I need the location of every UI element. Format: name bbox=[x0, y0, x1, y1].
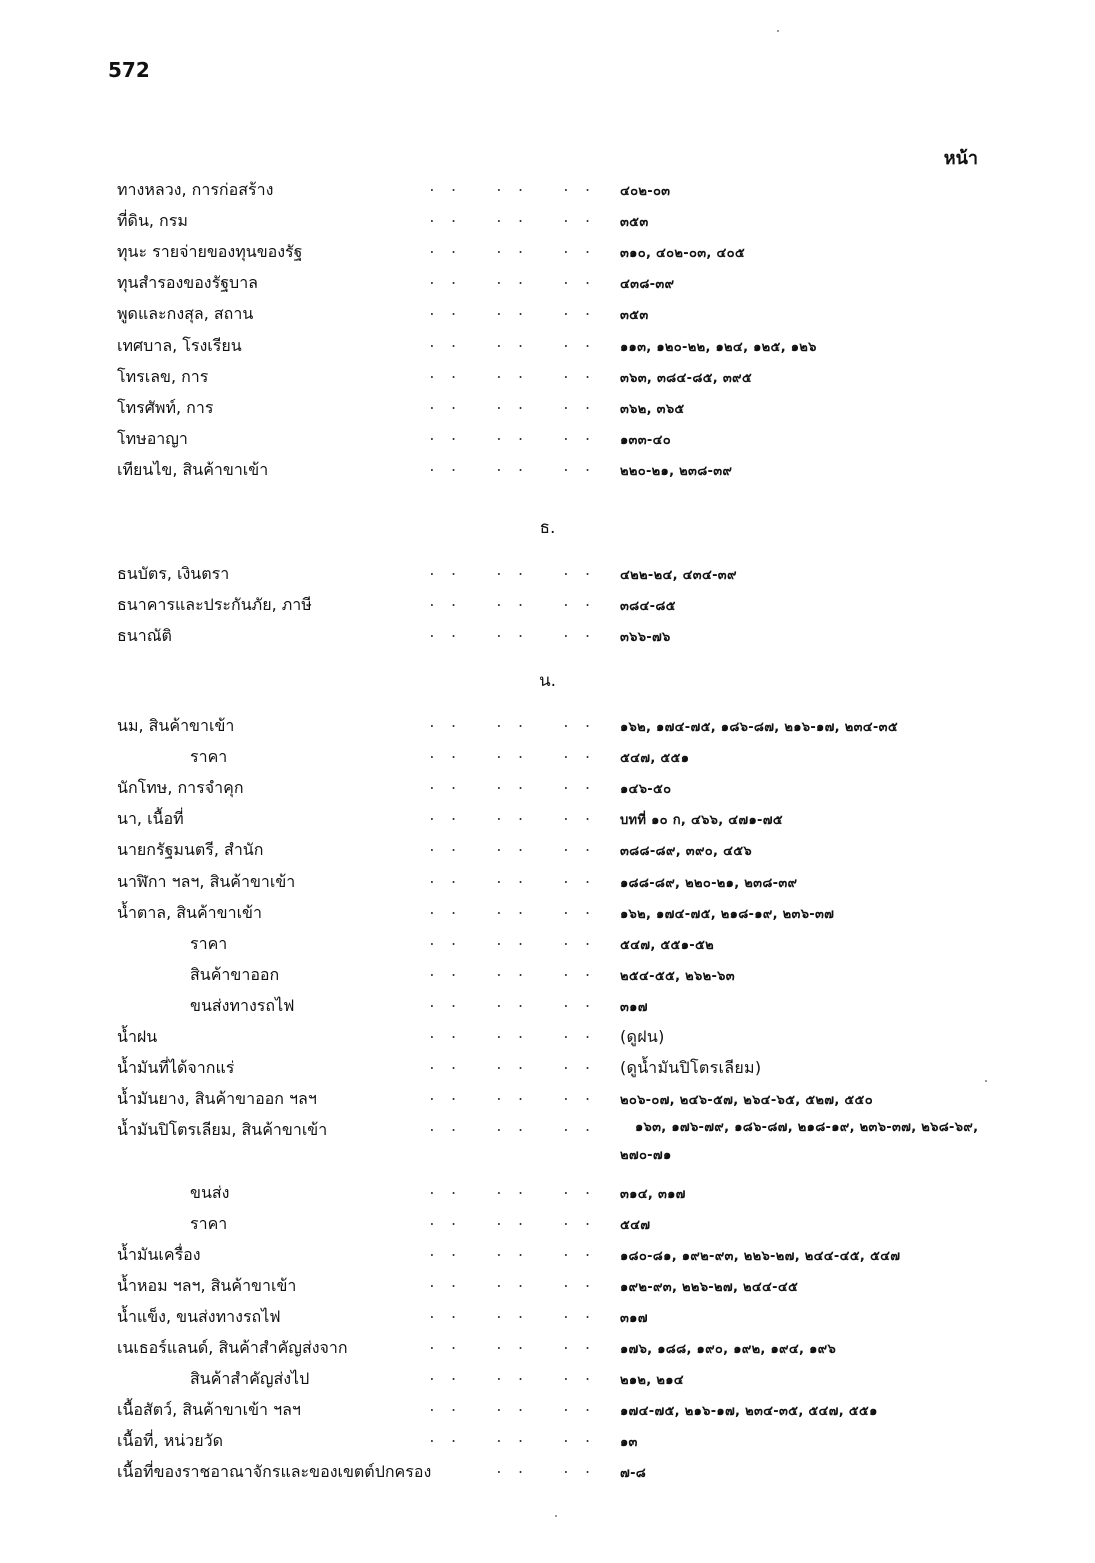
index-entry bbox=[0, 1460, 1095, 1490]
index-term: เนื้อที่ของราชอาณาจักรและของเขตต์ปกครอง bbox=[117, 1462, 432, 1482]
index-entry bbox=[0, 427, 1095, 457]
page-references: ๓๖๖-๗๖ bbox=[620, 630, 671, 646]
page-references: ๕๔๗, ๕๕๑ bbox=[620, 751, 690, 767]
index-entry bbox=[0, 593, 1095, 623]
index-term: น้ำมันเครื่อง bbox=[117, 1244, 201, 1264]
dot-leader: . . bbox=[562, 964, 595, 980]
dot-leader: . . bbox=[495, 273, 528, 289]
page-references: ๔๐๒-๐๓ bbox=[620, 184, 671, 199]
index-term: นม, สินค้าขาเข้า bbox=[117, 716, 235, 735]
page-references: ๑๖๒, ๑๗๔-๗๕, ๑๘๖-๘๗, ๒๑๖-๑๗, ๒๓๔-๓๕ bbox=[620, 720, 898, 735]
index-term: ทางหลวง, การก่อสร้าง bbox=[117, 180, 274, 199]
dot-leader: . . bbox=[562, 1182, 595, 1198]
dot-leader: . . bbox=[495, 1058, 528, 1074]
index-term: ธนบัตร, เงินตรา bbox=[117, 564, 230, 583]
index-term: ทุนะ รายจ่ายของทุนของรัฐ bbox=[117, 242, 303, 262]
dot-leader: . . bbox=[428, 995, 461, 1011]
dot-leader: . . bbox=[428, 1213, 461, 1229]
dot-leader: . . bbox=[495, 933, 528, 949]
dot-leader: . . bbox=[428, 180, 461, 195]
dot-leader: . . bbox=[495, 1120, 528, 1136]
dot-leader: . . bbox=[562, 716, 595, 731]
dot-leader: . . bbox=[495, 211, 528, 227]
index-entry bbox=[0, 1367, 1095, 1397]
page-references: ๓๖๓, ๓๘๔-๘๕, ๓๙๕ bbox=[620, 370, 753, 386]
page-references: (ดูฝน) bbox=[620, 1027, 665, 1046]
dot-leader: . . bbox=[495, 995, 528, 1011]
dot-leader: . . bbox=[428, 747, 461, 763]
dot-leader: . . bbox=[562, 747, 595, 763]
dot-leader: . . bbox=[428, 626, 461, 642]
dot-leader: . . bbox=[562, 1089, 595, 1105]
index-entry bbox=[0, 1118, 1095, 1164]
dot-leader: . . bbox=[495, 335, 528, 351]
index-term: นา, เนื้อที่ bbox=[117, 809, 184, 829]
dot-leader: . . bbox=[562, 242, 595, 258]
dot-leader: . . bbox=[562, 1369, 595, 1385]
dot-leader: . . bbox=[495, 778, 528, 794]
dot-leader: . . bbox=[495, 871, 528, 887]
dot-leader: . . bbox=[495, 1244, 528, 1260]
dot-leader: . . bbox=[562, 273, 595, 289]
page-references: ๓๑๔, ๓๑๗ bbox=[620, 1186, 686, 1202]
page-references: ๑๗๔-๗๕, ๒๑๖-๑๗, ๒๓๔-๓๕, ๕๔๗, ๕๕๑ bbox=[620, 1404, 878, 1420]
index-term: น้ำมันปิโตรเลียม, สินค้าขาเข้า bbox=[117, 1120, 328, 1140]
page-references: บทที่ ๑๐ ก, ๔๖๖, ๔๗๑-๗๕ bbox=[620, 813, 783, 829]
dot-leader: . . bbox=[495, 902, 528, 918]
page-references: ๑๘๘-๘๙, ๒๒๐-๒๑, ๒๓๘-๓๙ bbox=[620, 875, 798, 891]
index-term: โทรศัพท์, การ bbox=[117, 397, 214, 417]
index-entry bbox=[0, 302, 1095, 332]
page-references: ๔๒๒-๒๔, ๔๓๔-๓๙ bbox=[620, 568, 737, 583]
index-entry bbox=[0, 932, 1095, 962]
dot-leader: . . bbox=[562, 809, 595, 825]
dot-leader: . . bbox=[562, 902, 595, 918]
dot-leader: . . bbox=[495, 564, 528, 579]
index-subterm: สินค้าขาออก bbox=[190, 964, 280, 984]
dot-leader: . . bbox=[428, 840, 461, 856]
dot-leader: . . bbox=[428, 716, 461, 731]
index-entry bbox=[0, 365, 1095, 395]
dot-leader: . . bbox=[428, 778, 461, 794]
index-entry bbox=[0, 1025, 1095, 1055]
index-entry bbox=[0, 807, 1095, 837]
dot-leader: . . bbox=[428, 1400, 461, 1416]
index-entry bbox=[0, 396, 1095, 426]
dot-leader: . . bbox=[562, 840, 595, 856]
index-term: เนื้อที่, หน่วยวัด bbox=[117, 1431, 223, 1451]
dot-leader: . . bbox=[495, 809, 528, 825]
page-references: ๓๕๓ bbox=[620, 308, 649, 324]
page-references: ๑๖๓, ๑๗๖-๗๙, ๑๘๖-๘๗, ๒๑๘-๑๙, ๒๓๖-๓๗, ๒๖๘-๖๙, ๒๗๐-๗๑ bbox=[620, 1120, 979, 1164]
index-term: ที่ดิน, กรม bbox=[117, 211, 188, 231]
dot-leader: . . bbox=[495, 180, 528, 195]
index-entry bbox=[0, 994, 1095, 1024]
index-term: น้ำตาล, สินค้าขาเข้า bbox=[117, 902, 262, 922]
dot-leader: . . bbox=[428, 1369, 461, 1385]
index-term: โทษอาญา bbox=[117, 428, 188, 448]
page-references: ๓๘๘-๘๙, ๓๙๐, ๔๕๖ bbox=[620, 844, 752, 860]
index-term: เทศบาล, โรงเรียน bbox=[117, 335, 242, 355]
index-entry bbox=[0, 458, 1095, 488]
dot-leader: . . bbox=[562, 1275, 595, 1291]
dot-leader: . . bbox=[495, 397, 528, 413]
scan-speck bbox=[777, 30, 779, 32]
dot-leader: . . bbox=[428, 595, 461, 611]
dot-leader: . . bbox=[562, 304, 595, 320]
dot-leader: . . bbox=[495, 1182, 528, 1198]
dot-leader: . . bbox=[428, 1244, 461, 1260]
dot-leader: . . bbox=[562, 1213, 595, 1229]
index-entry bbox=[0, 838, 1095, 868]
dot-leader: . . bbox=[562, 778, 595, 794]
scan-speck bbox=[555, 1515, 557, 1517]
dot-leader: . . bbox=[495, 1462, 528, 1478]
page-references: ๒๑๒, ๒๑๔ bbox=[620, 1373, 684, 1389]
index-entry bbox=[0, 745, 1095, 775]
page-references: ๕๔๗, ๕๕๑-๕๒ bbox=[620, 937, 714, 953]
dot-leader: . . bbox=[562, 871, 595, 887]
index-entry bbox=[0, 1274, 1095, 1304]
page-references: ๑๘๐-๘๑, ๑๙๒-๙๓, ๒๒๖-๒๗, ๒๔๔-๔๕, ๕๔๗ bbox=[620, 1248, 901, 1264]
dot-leader: . . bbox=[428, 1120, 461, 1136]
dot-leader: . . bbox=[495, 459, 528, 475]
index-entry bbox=[0, 714, 1095, 744]
dot-leader: . . bbox=[562, 1338, 595, 1353]
page-references: ๒๕๔-๕๕, ๒๖๒-๖๓ bbox=[620, 968, 735, 984]
index-term: โทรเลข, การ bbox=[117, 366, 209, 386]
dot-leader: . . bbox=[495, 964, 528, 980]
dot-leader: . . bbox=[562, 1027, 595, 1042]
section-heading: ธ. bbox=[539, 518, 556, 538]
dot-leader: . . bbox=[495, 840, 528, 856]
index-entry bbox=[0, 870, 1095, 900]
index-term: ทุนสำรองของรัฐบาล bbox=[117, 273, 258, 293]
dot-leader: . . bbox=[428, 459, 461, 475]
index-entry bbox=[0, 901, 1095, 931]
dot-leader: . . bbox=[428, 809, 461, 825]
index-term: น้ำแข็ง, ขนส่งทางรถไฟ bbox=[117, 1306, 281, 1326]
dot-leader: . . bbox=[495, 595, 528, 611]
index-subterm: สินค้าสำคัญส่งไป bbox=[190, 1369, 310, 1389]
dot-leader: . . bbox=[428, 211, 461, 227]
page-references: ๑๑๓, ๑๒๐-๒๒, ๑๒๔, ๑๒๕, ๑๒๖ bbox=[620, 339, 817, 355]
index-entry bbox=[0, 1429, 1095, 1459]
index-entry bbox=[0, 1398, 1095, 1428]
index-term: เนเธอร์แลนด์, สินค้าสำคัญส่งจาก bbox=[117, 1338, 348, 1357]
page-column-header: หน้า bbox=[943, 148, 978, 169]
dot-leader: . . bbox=[428, 304, 461, 320]
dot-leader: . . bbox=[562, 211, 595, 227]
index-subterm: ราคา bbox=[190, 933, 228, 953]
dot-leader: . . bbox=[428, 564, 461, 579]
index-term: ธนาณัติ bbox=[117, 626, 172, 646]
page-references: ๓๘๔-๘๕ bbox=[620, 599, 676, 615]
dot-leader: . . bbox=[562, 1058, 595, 1074]
index-entry bbox=[0, 776, 1095, 806]
page-references: ๒๒๐-๒๑, ๒๓๘-๓๙ bbox=[620, 463, 733, 479]
index-term: เทียนไข, สินค้าขาเข้า bbox=[117, 459, 269, 479]
dot-leader: . . bbox=[428, 1275, 461, 1291]
index-term: เนื้อสัตว์, สินค้าขาเข้า ฯลฯ bbox=[117, 1400, 301, 1420]
index-term: ธนาคารและประกันภัย, ภาษี bbox=[117, 595, 312, 615]
index-entry bbox=[0, 1243, 1095, 1273]
index-term: น้ำมันยาง, สินค้าขาออก ฯลฯ bbox=[117, 1089, 317, 1109]
dot-leader: . . bbox=[562, 366, 595, 382]
dot-leader: . . bbox=[495, 747, 528, 763]
dot-leader: . . bbox=[495, 626, 528, 642]
dot-leader: . . bbox=[428, 428, 461, 444]
index-entry bbox=[0, 178, 1095, 208]
dot-leader: . . bbox=[495, 1027, 528, 1042]
index-subterm: ขนส่ง bbox=[190, 1182, 230, 1202]
page-references: ๓๑๐, ๔๐๒-๐๓, ๔๐๕ bbox=[620, 246, 745, 262]
dot-leader: . . bbox=[562, 595, 595, 611]
dot-leader: . . bbox=[562, 1120, 595, 1136]
scan-speck bbox=[985, 1080, 987, 1082]
dot-leader: . . bbox=[495, 242, 528, 258]
dot-leader: . . bbox=[495, 1306, 528, 1322]
dot-leader: . . bbox=[428, 1182, 461, 1198]
index-term: น้ำหอม ฯลฯ, สินค้าขาเข้า bbox=[117, 1275, 297, 1295]
dot-leader: . . bbox=[495, 1275, 528, 1291]
index-entry bbox=[0, 1336, 1095, 1366]
dot-leader: . . bbox=[562, 1431, 595, 1447]
page-references: ๑๓๓-๔๐ bbox=[620, 432, 671, 448]
index-entry bbox=[0, 209, 1095, 239]
page-references: ๓๖๒, ๓๖๕ bbox=[620, 401, 685, 417]
dot-leader: . . bbox=[562, 1244, 595, 1260]
dot-leader: . . bbox=[428, 933, 461, 949]
dot-leader: . . bbox=[495, 304, 528, 320]
page-references: ๑๔๖-๕๐ bbox=[620, 782, 672, 798]
page-references: ๓๑๗ bbox=[620, 1310, 648, 1326]
index-entry bbox=[0, 1087, 1095, 1117]
section-heading: น. bbox=[538, 671, 557, 691]
index-entry bbox=[0, 624, 1095, 654]
index-term: น้ำฝน bbox=[117, 1027, 158, 1046]
dot-leader: . . bbox=[428, 871, 461, 887]
dot-leader: . . bbox=[562, 1400, 595, 1416]
dot-leader: . . bbox=[495, 1369, 528, 1385]
dot-leader: . . bbox=[562, 397, 595, 413]
dot-leader: . . bbox=[428, 902, 461, 918]
index-term: นาฬิกา ฯลฯ, สินค้าขาเข้า bbox=[117, 871, 296, 891]
dot-leader: . . bbox=[495, 366, 528, 382]
dot-leader: . . bbox=[562, 933, 595, 949]
index-entry bbox=[0, 963, 1095, 993]
dot-leader: . . bbox=[562, 180, 595, 195]
index-entry bbox=[0, 1212, 1095, 1242]
dot-leader: . . bbox=[428, 397, 461, 413]
page-references: ๑๓ bbox=[620, 1435, 638, 1451]
dot-leader: . . bbox=[428, 1089, 461, 1105]
dot-leader: . . bbox=[428, 1306, 461, 1322]
dot-leader: . . bbox=[495, 1089, 528, 1105]
index-term: น้ำมันที่ได้จากแร่ bbox=[117, 1058, 235, 1078]
index-subterm: ขนส่งทางรถไฟ bbox=[190, 995, 295, 1015]
dot-leader: . . bbox=[428, 964, 461, 980]
dot-leader: . . bbox=[495, 1213, 528, 1229]
page-references: ๔๓๘-๓๙ bbox=[620, 277, 675, 293]
dot-leader: . . bbox=[495, 716, 528, 731]
page-references: ๕๔๗ bbox=[620, 1217, 651, 1233]
page-references: ๒๐๖-๐๗, ๒๔๖-๕๗, ๒๖๔-๖๕, ๕๒๗, ๕๕๐ bbox=[620, 1093, 873, 1109]
dot-leader: . . bbox=[428, 1058, 461, 1074]
dot-leader: . . bbox=[495, 1338, 528, 1353]
dot-leader: . . bbox=[562, 626, 595, 642]
dot-leader: . . bbox=[495, 1431, 528, 1447]
index-entry bbox=[0, 240, 1095, 270]
dot-leader: . . bbox=[495, 428, 528, 444]
index-term: นักโทษ, การจำคุก bbox=[117, 778, 244, 798]
dot-leader: . . bbox=[428, 1431, 461, 1447]
page-references: ๓๑๗ bbox=[620, 999, 648, 1015]
dot-leader: . . bbox=[428, 273, 461, 289]
dot-leader: . . bbox=[428, 1027, 461, 1042]
index-entry bbox=[0, 1056, 1095, 1086]
dot-leader: . . bbox=[562, 995, 595, 1011]
page-references: ๑๗๖, ๑๘๘, ๑๙๐, ๑๙๒, ๑๙๔, ๑๙๖ bbox=[620, 1342, 836, 1357]
page-number: 572 bbox=[108, 58, 150, 82]
dot-leader: . . bbox=[428, 366, 461, 382]
dot-leader: . . bbox=[428, 335, 461, 351]
page-references: ๓๕๓ bbox=[620, 215, 649, 231]
index-entry bbox=[0, 1181, 1095, 1211]
dot-leader: . . bbox=[562, 428, 595, 444]
index-entry bbox=[0, 334, 1095, 364]
dot-leader: . . bbox=[495, 1400, 528, 1416]
dot-leader: . . bbox=[562, 1462, 595, 1478]
dot-leader: . . bbox=[428, 1338, 461, 1353]
index-subterm: ราคา bbox=[190, 747, 228, 767]
index-subterm: ราคา bbox=[190, 1213, 228, 1233]
dot-leader: . . bbox=[562, 1306, 595, 1322]
index-term: นายกรัฐมนตรี, สำนัก bbox=[117, 840, 264, 860]
index-entry bbox=[0, 562, 1095, 592]
dot-leader: . . bbox=[562, 335, 595, 351]
index-term: พูดและกงสุล, สถาน bbox=[117, 304, 254, 324]
page-references: ๑๖๒, ๑๗๔-๗๕, ๒๑๘-๑๙, ๒๓๖-๓๗ bbox=[620, 906, 835, 922]
dot-leader: . . bbox=[562, 564, 595, 579]
page-references: ๗-๘ bbox=[620, 1466, 647, 1482]
dot-leader: . . bbox=[428, 242, 461, 258]
page-references: (ดูน้ำมันปิโตรเลียม) bbox=[620, 1058, 762, 1078]
page-references: ๑๙๒-๙๓, ๒๒๖-๒๗, ๒๔๔-๔๕ bbox=[620, 1279, 799, 1295]
index-entry bbox=[0, 271, 1095, 301]
index-entry bbox=[0, 1305, 1095, 1335]
dot-leader: . . bbox=[562, 459, 595, 475]
